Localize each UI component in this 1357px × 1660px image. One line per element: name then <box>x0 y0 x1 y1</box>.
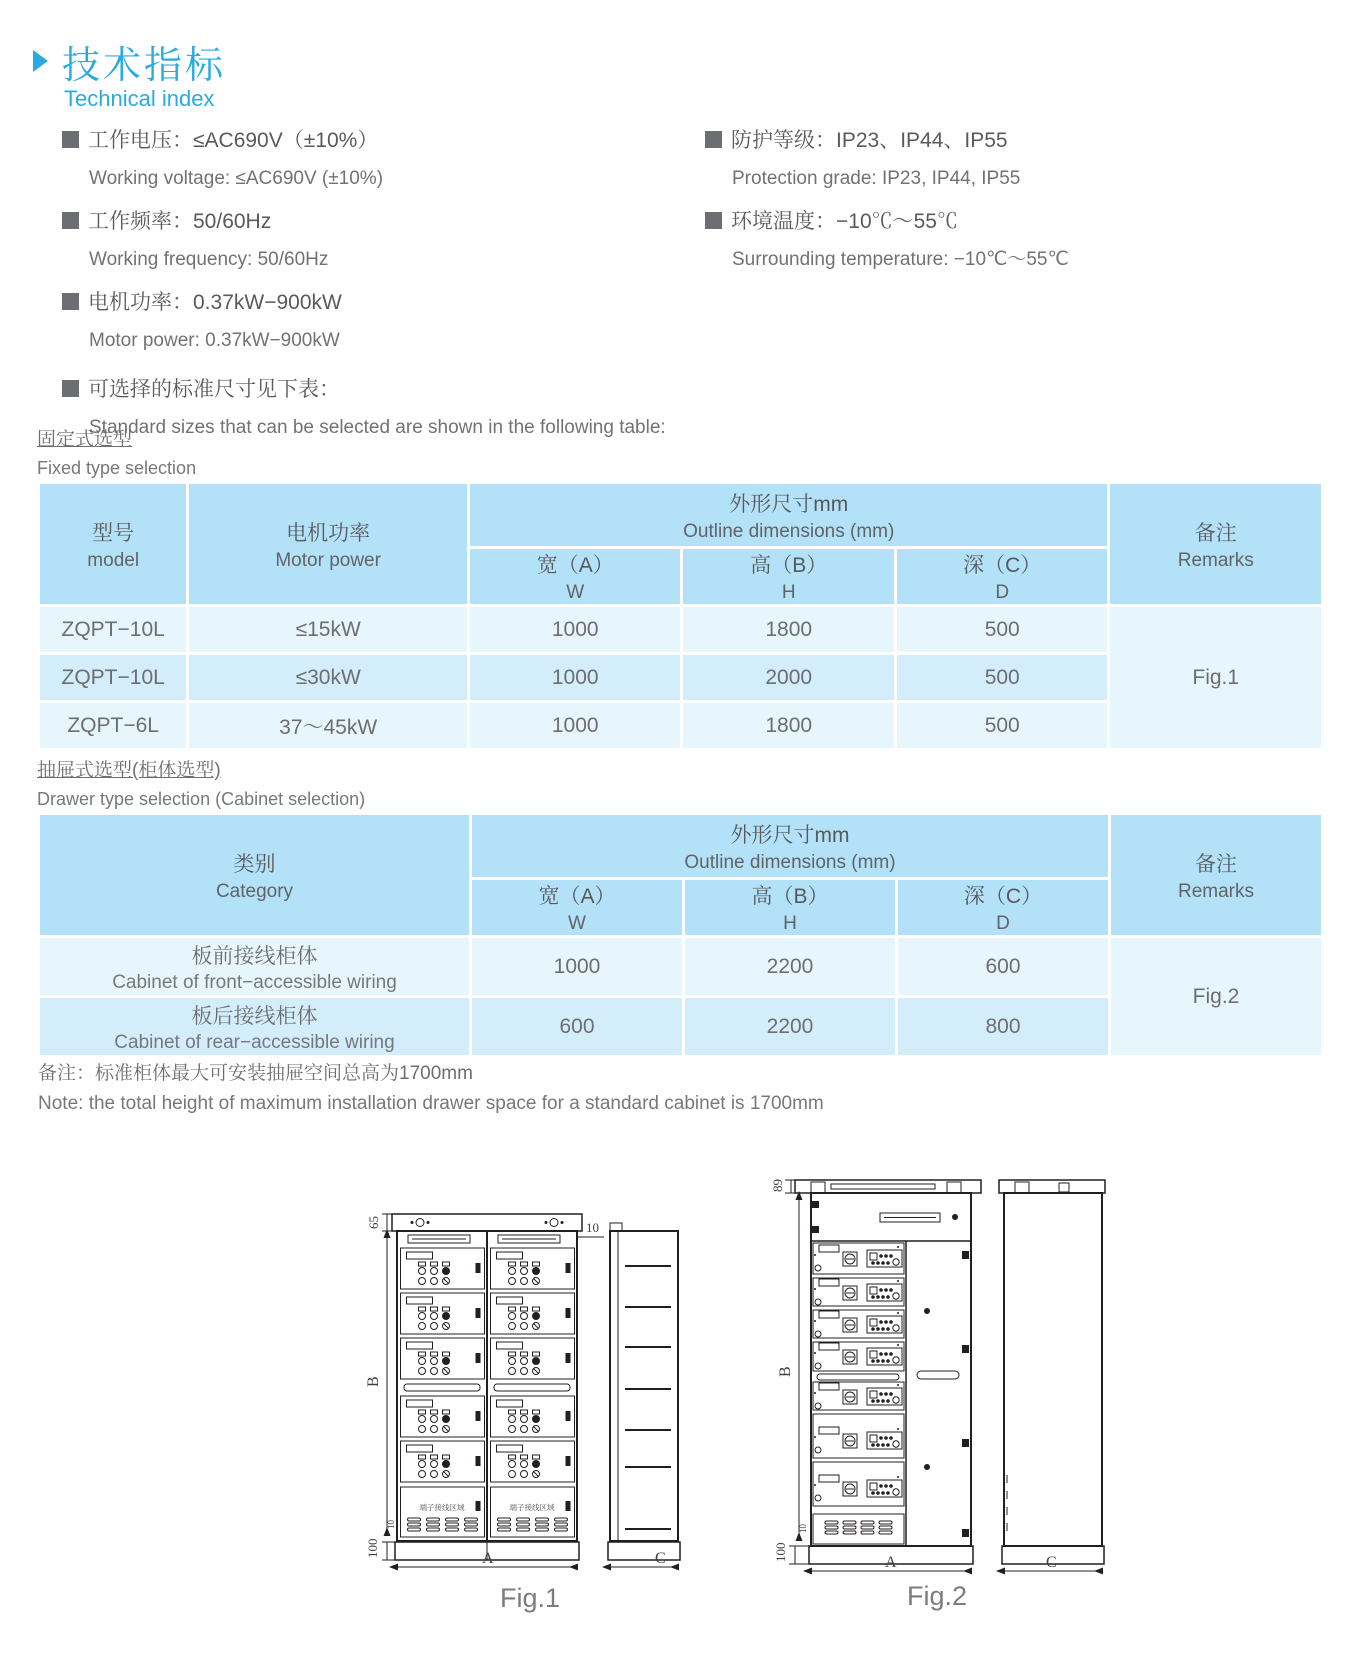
table-note <box>38 1058 824 1115</box>
spec-protection-grade <box>705 128 1325 191</box>
col-header-remarks: 备注 Remarks <box>1110 484 1321 604</box>
drawer-type-section-label <box>37 755 365 810</box>
table-row <box>40 607 1321 652</box>
drawer-type-table <box>37 812 1324 1058</box>
fig1-dim-base-small: 10 <box>386 1520 396 1529</box>
cell-width: 1000 <box>472 938 682 995</box>
fig1-dim-height: B <box>365 1376 382 1387</box>
col-header-depth: 深（C） D <box>898 880 1108 935</box>
section-label-zh: 固定式选型 <box>37 429 133 450</box>
note-zh: 备注：标准柜体最大可安装抽屉空间总高为1700mm <box>38 1063 473 1084</box>
bullet-square-icon <box>62 380 79 397</box>
col-header-remarks: 备注 Remarks <box>1111 815 1321 935</box>
fig1-front-view <box>392 1214 582 1560</box>
fig1-terminal-area-label: 端子接线区域 <box>509 1503 555 1512</box>
fig2-drawer-cabinet-drawing <box>715 1095 1120 1620</box>
cell-remarks-fig2: Fig.2 <box>1111 938 1321 1055</box>
fig2-door <box>917 1251 969 1537</box>
spec-zh-text: 工作频率：50/60Hz <box>88 210 272 233</box>
fig2-dim-base: 100 <box>773 1542 788 1562</box>
cell-height: 2200 <box>685 998 895 1055</box>
spec-working-frequency <box>62 209 682 272</box>
spec-motor-power <box>62 290 682 353</box>
fig1-dim-base: 100 <box>365 1538 380 1558</box>
table-row <box>40 938 1321 995</box>
fig1-side-view <box>608 1223 680 1560</box>
bullet-square-icon <box>705 212 722 229</box>
fig1-caption: Fig.1 <box>499 1583 561 1613</box>
cell-power: ≤15kW <box>189 607 467 652</box>
bullet-square-icon <box>62 131 79 148</box>
col-header-depth: 深（C） D <box>897 549 1107 604</box>
page-subtitle: Technical index <box>64 86 215 111</box>
fixed-type-section-label <box>37 424 196 479</box>
cell-model: ZQPT−10L <box>40 607 186 652</box>
col-header-width: 宽（A） W <box>472 880 682 935</box>
fig2-dim-height: B <box>777 1366 794 1377</box>
col-header-height: 高（B） H <box>683 549 893 604</box>
fig2-front-view <box>795 1180 981 1564</box>
bullet-square-icon <box>705 131 722 148</box>
spec-en-text: Surrounding temperature: −10℃～55℃ <box>732 249 1069 270</box>
col-header-model: 型号 model <box>40 484 186 604</box>
col-header-outline-dimensions: 外形尺寸mm Outline dimensions (mm) <box>470 484 1107 546</box>
fig2-dim-depth: C <box>1046 1554 1057 1571</box>
col-header-width: 宽（A） W <box>470 549 680 604</box>
fig2-dim-cap: 89 <box>770 1179 785 1192</box>
cell-width: 1000 <box>470 607 680 652</box>
cell-width: 600 <box>472 998 682 1055</box>
cell-height: 1800 <box>683 607 893 652</box>
cell-depth: 500 <box>897 703 1107 748</box>
fig1-dim-width: A <box>482 1550 494 1567</box>
fig1-terminal-area-label: 端子接线区域 <box>419 1503 465 1512</box>
section-label-en: Fixed type selection <box>37 458 197 478</box>
cell-depth: 500 <box>897 607 1107 652</box>
fig2-side-view <box>999 1180 1105 1564</box>
col-header-motor-power: 电机功率 Motor power <box>189 484 467 604</box>
cell-category: 板前接线柜体 Cabinet of front−accessible wiring <box>40 938 469 995</box>
fig2-dim-base-small: 10 <box>798 1524 808 1533</box>
spec-list-left <box>62 128 682 458</box>
fig2-dim-width: A <box>885 1554 897 1571</box>
section-arrow-icon <box>33 50 48 72</box>
spec-en-text: Working frequency: 50/60Hz <box>89 249 329 270</box>
fixed-type-table <box>37 481 1324 751</box>
spec-list-right <box>705 128 1325 290</box>
cell-power: ≤30kW <box>189 655 467 700</box>
note-en: Note: the total height of maximum installation drawer space for a standard cabinet is 1700mm <box>38 1093 824 1114</box>
spec-en-text: Working voltage: ≤AC690V (±10%) <box>89 168 384 189</box>
cell-depth: 800 <box>898 998 1108 1055</box>
cell-depth: 600 <box>898 938 1108 995</box>
cell-category: 板后接线柜体 Cabinet of rear−accessible wiring <box>40 998 469 1055</box>
spec-surrounding-temperature <box>705 209 1325 272</box>
cell-power: 37～45kW <box>189 703 467 748</box>
cell-height: 2000 <box>683 655 893 700</box>
spec-zh-text: 环境温度：−10℃～55℃ <box>731 210 958 233</box>
fig2-dimensions <box>770 1179 1102 1571</box>
cell-remarks-fig1: Fig.1 <box>1110 607 1321 748</box>
spec-zh-text: 电机功率：0.37kW−900kW <box>88 291 342 314</box>
spec-zh-text: 工作电压：≤AC690V（±10%） <box>88 129 379 152</box>
fig2-caption: Fig.2 <box>906 1581 968 1611</box>
bullet-square-icon <box>62 293 79 310</box>
fig1-dim-cap: 65 <box>366 1216 381 1229</box>
col-header-height: 高（B） H <box>685 880 895 935</box>
spec-en-text: Motor power: 0.37kW−900kW <box>89 330 340 351</box>
spec-zh-text: 防护等级：IP23、IP44、IP55 <box>731 129 1008 152</box>
cell-depth: 500 <box>897 655 1107 700</box>
spec-zh-text: 可选择的标准尺寸见下表： <box>88 378 340 401</box>
fig1-dim-top-right: 10 <box>586 1220 599 1235</box>
fig1-fixed-cabinet-drawing <box>340 1125 705 1620</box>
cell-width: 1000 <box>470 703 680 748</box>
spec-en-text: Protection grade: IP23, IP44, IP55 <box>732 168 1021 189</box>
fig1-dim-depth: C <box>655 1550 666 1567</box>
col-header-outline-dimensions: 外形尺寸mm Outline dimensions (mm) <box>472 815 1108 877</box>
cell-width: 1000 <box>470 655 680 700</box>
section-label-en: Drawer type selection (Cabinet selection) <box>37 789 366 809</box>
cell-height: 2200 <box>685 938 895 995</box>
cell-model: ZQPT−6L <box>40 703 186 748</box>
col-header-category: 类别 Category <box>40 815 469 935</box>
section-label-zh: 抽屉式选型(柜体选型) <box>37 760 221 781</box>
spec-en-text: Standard sizes that can be selected are shown in the following table: <box>89 417 666 438</box>
cell-model: ZQPT−10L <box>40 655 186 700</box>
page-title: 技术指标 <box>62 45 227 87</box>
bullet-square-icon <box>62 212 79 229</box>
spec-working-voltage <box>62 128 682 191</box>
cell-height: 1800 <box>683 703 893 748</box>
